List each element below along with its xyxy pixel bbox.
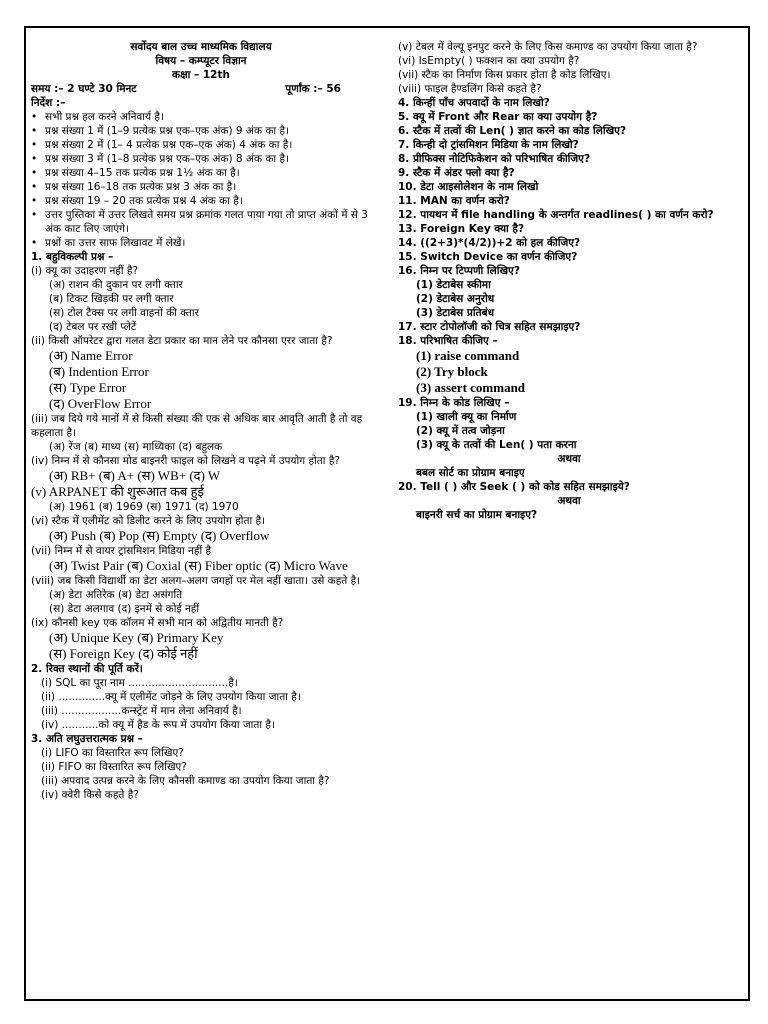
question-line: (अ) Push (ब) Pop (स) Empty (द) Overflow bbox=[49, 528, 270, 543]
instruction-text: प्रश्न संख्या 1 में (1–9 प्रत्येक प्रश्न एक–एक अंक) 9 अंक का है। bbox=[45, 125, 290, 137]
instruction-item bbox=[31, 180, 371, 194]
left-column bbox=[31, 40, 371, 802]
question-line: 10. डेटा आइसोलेशन के नाम लिखो bbox=[398, 181, 539, 193]
right-questions bbox=[398, 40, 740, 522]
question-line: 17. स्टार टोपोलॉजी को चित्र सहित समझाइए? bbox=[398, 321, 581, 333]
instruction-text: प्रश्न संख्या 3 में (1–8 प्रत्येक प्रश्न एक–एक अंक) 8 अंक का है। bbox=[45, 153, 290, 165]
question-line: 18. परिभाषित कीजिए – bbox=[398, 335, 498, 347]
question-line: (viii) जब किसी विद्यार्थी का डेटा अलग–अलग जगहों पर मेल नहीं खाता। उसे कहते है। bbox=[31, 575, 361, 587]
instruction-text: प्रश्न संख्या 4–15 तक प्रत्येक प्रश्न 1½ अंक का है। bbox=[45, 167, 240, 179]
question-line: 4. किन्हीं पाँच अपवादों के नाम लिखो? bbox=[398, 97, 550, 109]
instruction-item bbox=[31, 166, 371, 180]
question-line: (iii) अपवाद उत्पन्न करने के लिए कौनसी कमाण्ड का उपयोग किया जाता है? bbox=[41, 775, 330, 787]
question-line: बाइनरी सर्च का प्रोग्राम बनाइए? bbox=[416, 509, 538, 521]
question-line: (2) डेटाबेस अनुरोध bbox=[416, 293, 495, 305]
question-line: (अ) 1961 (ब) 1969 (स) 1971 (द) 1970 bbox=[49, 501, 239, 513]
question-line: (अ) डेटा अतिरेक (ब) डेटा असंगति bbox=[49, 589, 183, 601]
question-line: (अ) Twist Pair (ब) Coxial (स) Fiber optic (द) Micro Wave bbox=[49, 558, 348, 573]
question-line: (स) टोल टैक्स पर लगी वाहनों की क्तार bbox=[49, 307, 199, 319]
instructions-list bbox=[31, 110, 371, 250]
question-line: (vii) स्टैक का निर्माण किस प्रकार होता है कोड लिखिए। bbox=[398, 69, 611, 81]
question-line: (अ) रेंज (ब) माध्य (स) माध्यिका (द) बहुलक bbox=[49, 441, 223, 453]
question-line: (1) खाली क्यू का निर्माण bbox=[416, 411, 517, 423]
question-line: (iii) ..................कन्स्ट्रेंट में मान लेना अनिवार्य है। bbox=[41, 705, 242, 717]
question-line: (ii) किसी ऑपरेटर द्वारा गलत डेटा प्रकार का मान लेने पर कौनसा एरर जाता है? bbox=[31, 335, 333, 347]
question-line: 13. Foreign Key क्या है? bbox=[398, 223, 525, 235]
bullet-icon: • bbox=[31, 167, 38, 179]
question-line: (2) क्यू में तत्व जोड़ना bbox=[416, 425, 505, 437]
question-line: (ii) ..............क्यू में एलीमेंट जोड़ने के लिए उपयोग किया जाता है। bbox=[41, 691, 301, 703]
question-line: 1. बहुविकल्पी प्रश्न – bbox=[31, 251, 114, 263]
question-line: (iv) निम्न में से कौनसा मोड बाइनरी फाइल को लिखने व पढ़ने में उपयोग होता है? bbox=[31, 455, 340, 467]
instruction-item bbox=[31, 152, 371, 166]
bullet-icon: • bbox=[31, 153, 38, 165]
question-line: (iv) क्वेरी किसे कहते है? bbox=[41, 789, 139, 801]
question-line: (ix) कौनसी key एक कॉलम में सभी मान को अद्वितीय मानती है? bbox=[31, 617, 284, 629]
bullet-icon: • bbox=[31, 195, 38, 207]
question-line: 9. स्टैक में अंडर फ्लो क्या है? bbox=[398, 167, 515, 179]
question-line: (3) क्यू के तत्वों की Len( ) पता करना bbox=[416, 439, 577, 451]
question-line: (iii) जब दिये गये मानों में से किसी संख्या की एक से अधिक बार आवृति आती है तो वह कहलाता है। bbox=[31, 413, 363, 439]
question-line: 20. Tell ( ) और Seek ( ) को कोड सहित समझाइये? bbox=[398, 481, 630, 493]
instruction-item bbox=[31, 138, 371, 152]
question-line: (ii) FIFO का विस्तारित रूप लिखिए? bbox=[41, 761, 187, 773]
question-line: (अ) RB+ (ब) A+ (स) WB+ (द) W bbox=[49, 468, 221, 483]
question-line: (स) डेटा अलगाव (द) इनमें से कोई नहीं bbox=[49, 603, 200, 615]
question-line: 14. ((2+3)*(4/2))+2 को हल कीजिए? bbox=[398, 237, 581, 249]
question-line: 7. किन्ही दो ट्रांसमिशन मिडिया के नाम लिखो? bbox=[398, 139, 579, 151]
question-line: (i) SQL का पूरा नाम ..............................है। bbox=[41, 677, 238, 689]
left-questions bbox=[31, 250, 371, 802]
question-line: (द) OverFlow Error bbox=[49, 396, 152, 411]
question-line: (3) डेटाबेस प्रतिबंध bbox=[416, 307, 495, 319]
subject-title: विषय – कम्प्यूटर विज्ञान bbox=[155, 55, 247, 67]
question-line: 12. पायथन में file handling के अन्तर्गत readlines( ) का वर्णन करो? bbox=[398, 209, 714, 221]
instruction-item bbox=[31, 124, 371, 138]
question-line: 15. Switch Device का वर्णन कीजिए? bbox=[398, 251, 578, 263]
question-line: बबल सोर्ट का प्रोग्राम बनाइए bbox=[416, 467, 525, 479]
question-line: 8. प्रीफिक्स नोटिफिकेशन को परिभाषित कीजिए? bbox=[398, 153, 591, 165]
question-line: (vi) IsEmpty( ) फक्शन का क्या उपयोग है? bbox=[398, 55, 580, 67]
time-marks-row bbox=[31, 82, 371, 96]
bullet-icon: • bbox=[31, 125, 38, 137]
question-line: (v) टेबल में वेल्यू इनपुट करने के लिए किस कमाण्ड का उपयोग किया जाता है? bbox=[398, 41, 698, 53]
question-line: (अ) Unique Key (ब) Primary Key bbox=[49, 630, 224, 645]
question-line: (i) क्यू का उदाहरण नहीं है? bbox=[31, 265, 139, 277]
question-line: (v) ARPANET की शुरूआत कब हुई bbox=[31, 484, 204, 499]
question-line: (3) assert command bbox=[416, 380, 526, 395]
instruction-text: प्रश्न संख्या 2 में (1– 4 प्रत्येक प्रश्न एक–एक अंक) 4 अंक का है। bbox=[45, 139, 293, 151]
bullet-icon: • bbox=[31, 181, 38, 193]
question-line: (स) Foreign Key (द) कोई नहीं bbox=[49, 646, 198, 661]
instruction-item bbox=[31, 208, 371, 236]
question-line: (स) Type Error bbox=[49, 380, 127, 395]
question-line: (अ) राशन की दुकान पर लगी क्तार bbox=[49, 279, 183, 291]
question-line: (ब) टिकट खिड़की पर लगी क्तार bbox=[49, 293, 174, 305]
question-line: (vi) स्टैक में एलीमेंट को डिलीट करने के लिए उपयोग होता है। bbox=[31, 515, 266, 527]
max-marks: पूर्णांक :– 56 bbox=[285, 83, 341, 95]
instruction-item bbox=[31, 236, 371, 250]
instruction-text: प्रश्न संख्या 16–18 तक प्रत्येक प्रश्न 3 अंक का है। bbox=[45, 181, 237, 193]
question-line: (viii) फाइल हैण्डलिंग किसे कहते है? bbox=[398, 83, 542, 95]
question-line: 16. निम्न पर टिप्पणी लिखिए? bbox=[398, 265, 520, 277]
question-line: 3. अति लघुउत्तरात्मक प्रश्न – bbox=[31, 733, 143, 745]
instruction-text: प्रश्नों का उत्तर साफ लिखावट में लेखें। bbox=[45, 237, 186, 249]
instruction-item bbox=[31, 194, 371, 208]
right-column bbox=[398, 40, 740, 522]
question-line: 11. MAN का वर्णन करो? bbox=[398, 195, 510, 207]
question-line: अथवा bbox=[557, 495, 581, 507]
instruction-text: उत्तर पुस्तिका में उत्तर लिखते समय प्रश्न क्रमांक गलत पाया गया तो प्राप्त अंकों में से 3 अंक काट लिए जाएंगे। bbox=[45, 209, 368, 235]
question-line: 19. निम्न के कोड लिखिए – bbox=[398, 397, 510, 409]
question-line: (i) LIFO का विस्तारित रूप लिखिए? bbox=[41, 747, 184, 759]
instruction-item bbox=[31, 110, 371, 124]
instruction-text: सभी प्रश्न हल करने अनिवार्य है। bbox=[45, 111, 164, 123]
question-line: (iv) ...........को क्यू में हैड के रूप में उपयोग किया जाता है। bbox=[41, 719, 275, 731]
question-line: (द) टेबल पर रखी प्लेटें bbox=[49, 321, 137, 333]
exam-time: समय :– 2 घण्टे 30 मिनट bbox=[31, 83, 137, 95]
question-line: 2. रिक्त स्थानों की पूर्ति करें। bbox=[31, 663, 143, 675]
question-line: (vii) निम्न में से वायर ट्रांसमिशन मिडिया नहीं है bbox=[31, 545, 212, 557]
instruction-text: प्रश्न संख्या 19 – 20 तक प्रत्येक प्रश्न 4 अंक का है। bbox=[45, 195, 243, 207]
bullet-icon: • bbox=[31, 237, 38, 249]
class-title: कक्षा – 12th bbox=[172, 69, 230, 81]
question-line: (2) Try block bbox=[416, 364, 488, 379]
question-line: 5. क्यू में Front और Rear का क्या उपयोग है? bbox=[398, 111, 598, 123]
bullet-icon: • bbox=[31, 139, 38, 151]
instructions-title: निर्देश :– bbox=[31, 97, 66, 109]
question-line: 6. स्टैक में तत्वों की Len( ) ज्ञात करने का कोड लिखिए? bbox=[398, 125, 627, 137]
bullet-icon: • bbox=[31, 111, 38, 123]
question-line: (ब) Indention Error bbox=[49, 364, 149, 379]
question-line: (1) raise command bbox=[416, 348, 520, 363]
question-line: (अ) Name Error bbox=[49, 348, 133, 363]
school-name: सर्वोदय बाल उच्च माध्यमिक विद्यालय bbox=[130, 41, 272, 53]
question-line: (1) डेटाबेस स्कीमा bbox=[416, 279, 491, 291]
question-line: अथवा bbox=[557, 453, 581, 465]
bullet-icon: • bbox=[31, 209, 38, 221]
